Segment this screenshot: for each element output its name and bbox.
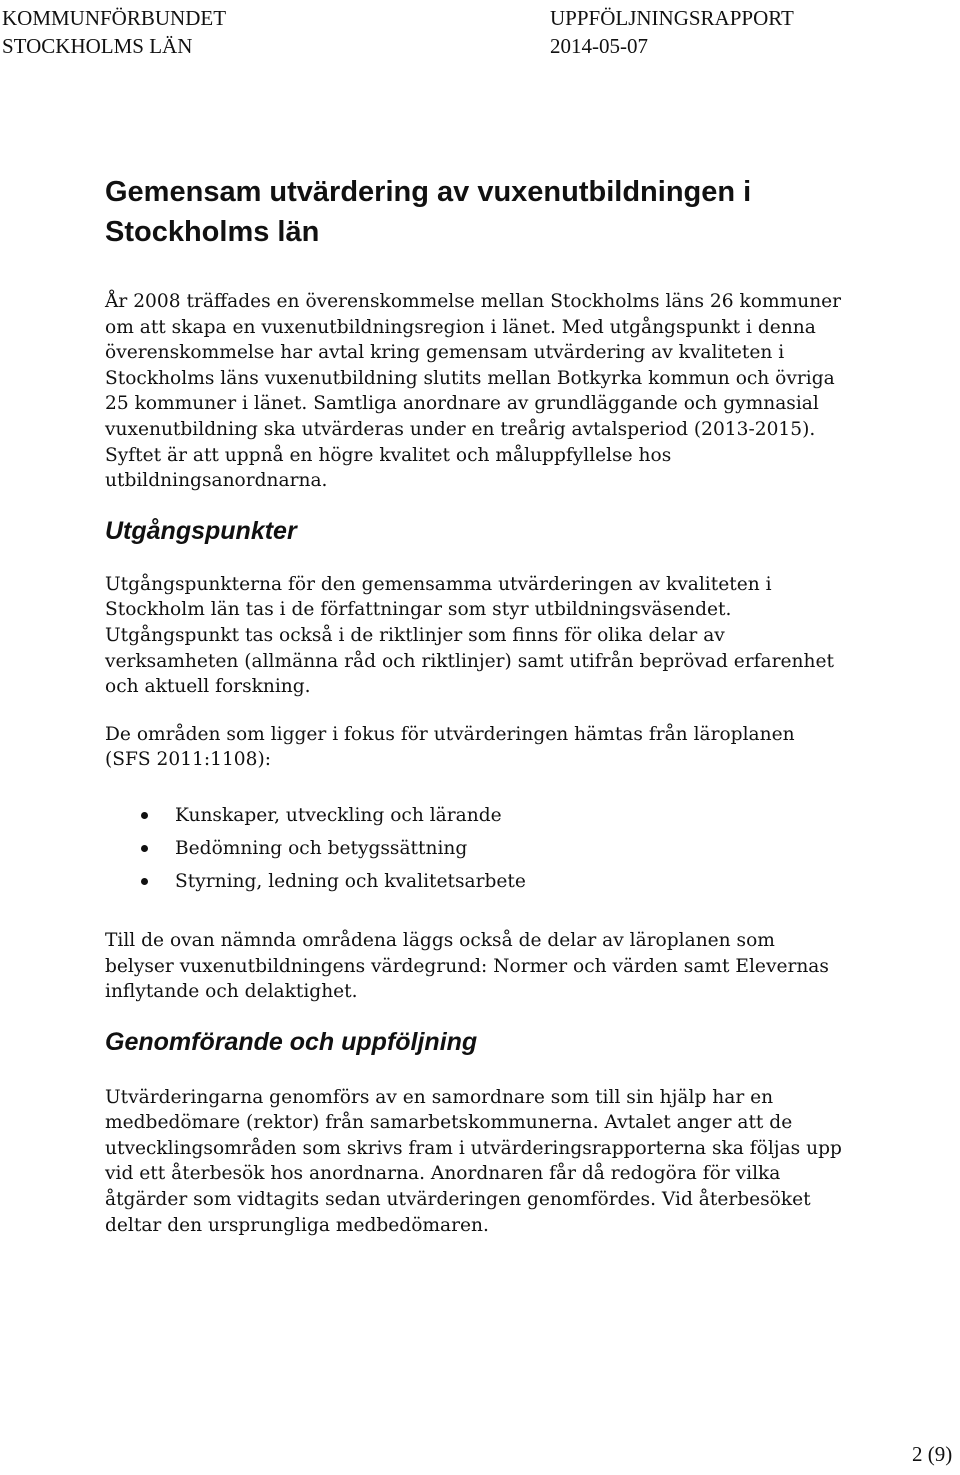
focus-areas-list [105,799,845,898]
list-item [105,832,845,865]
focus-intro-paragraph: De områden som ligger i fokus för utvärderingen hämtas från läroplanen (SFS 2011:1108): [105,723,795,771]
report-type: UPPFÖLJNINGSRAPPORT [550,6,794,30]
list-item-label: Kunskaper, utveckling och lärande [175,804,502,826]
document-title: Gemensam utvärdering av vuxenutbildningen i Stockholms län [105,176,752,248]
page-number: 2 (9) [912,1442,953,1466]
organization-name-line1: KOMMUNFÖRBUNDET [2,6,227,30]
bullet-icon [141,878,148,885]
list-item-label: Styrning, ledning och kvalitetsarbete [175,870,526,892]
utgangspunkter-paragraph: Utgångspunkterna för den gemensamma utvärderingen av kvaliteten i Stockholm län tas i de författningar som styr utbildningsväsendet. Utgångspunkt tas också i de riktlinjer som finns för olika delar av verksamheten (allmänna råd och riktlinjer) samt utifrån beprövad erfarenhet och aktuell forskning. [105,573,834,698]
list-item-label: Bedömning och betygssättning [175,837,468,859]
header-organization [2,4,226,60]
section-heading-utgangspunkter: Utgångspunkter [105,516,297,545]
bullet-icon [141,845,148,852]
report-date: 2014-05-07 [550,34,648,58]
intro-paragraph: År 2008 träffades en överenskommelse mellan Stockholms läns 26 kommuner om att skapa en vuxenutbildningsregion i länet. Med utgångspunkt i denna överenskommelse har avtal kring gemensam utvärdering av kvaliteten i Stockholms läns vuxenutbildning slutits mellan Botkyrka kommun och övriga 25 kommuner i länet. Samtliga anordnare av grundläggande och gymnasial vuxenutbildning ska utvärderas under en treårig avtalsperiod (2013-2015). Syftet är att uppnå en högre kvalitet och måluppfyllelse hos utbildningsanordnarna. [105,291,842,492]
section-heading-genomforande: Genomförande och uppföljning [105,1027,478,1056]
list-item [105,799,845,832]
list-item [105,865,845,898]
header-report-info [550,4,794,60]
genomforande-paragraph: Utvärderingarna genomförs av en samordnare som till sin hjälp har en medbedömare (rektor) från samarbetskommunerna. Avtalet anger att de utvecklingsområden som skrivs fram i utvärderingsrapporterna ska följas upp vid ett återbesök hos anordnarna. Anordnaren får då redogöra för vilka åtgärder som vidtagits sedan utvärderingen genomfördes. Vid återbesöket deltar den ursprungliga medbedömaren. [105,1086,842,1236]
organization-name-line2: STOCKHOLMS LÄN [2,34,193,58]
values-paragraph: Till de ovan nämnda områdena läggs också de delar av läroplanen som belyser vuxenutbildningens värdegrund: Normer och värden samt Elevernas inflytande och delaktighet. [105,929,829,1003]
bullet-icon [141,812,148,819]
document-body [105,172,845,1238]
